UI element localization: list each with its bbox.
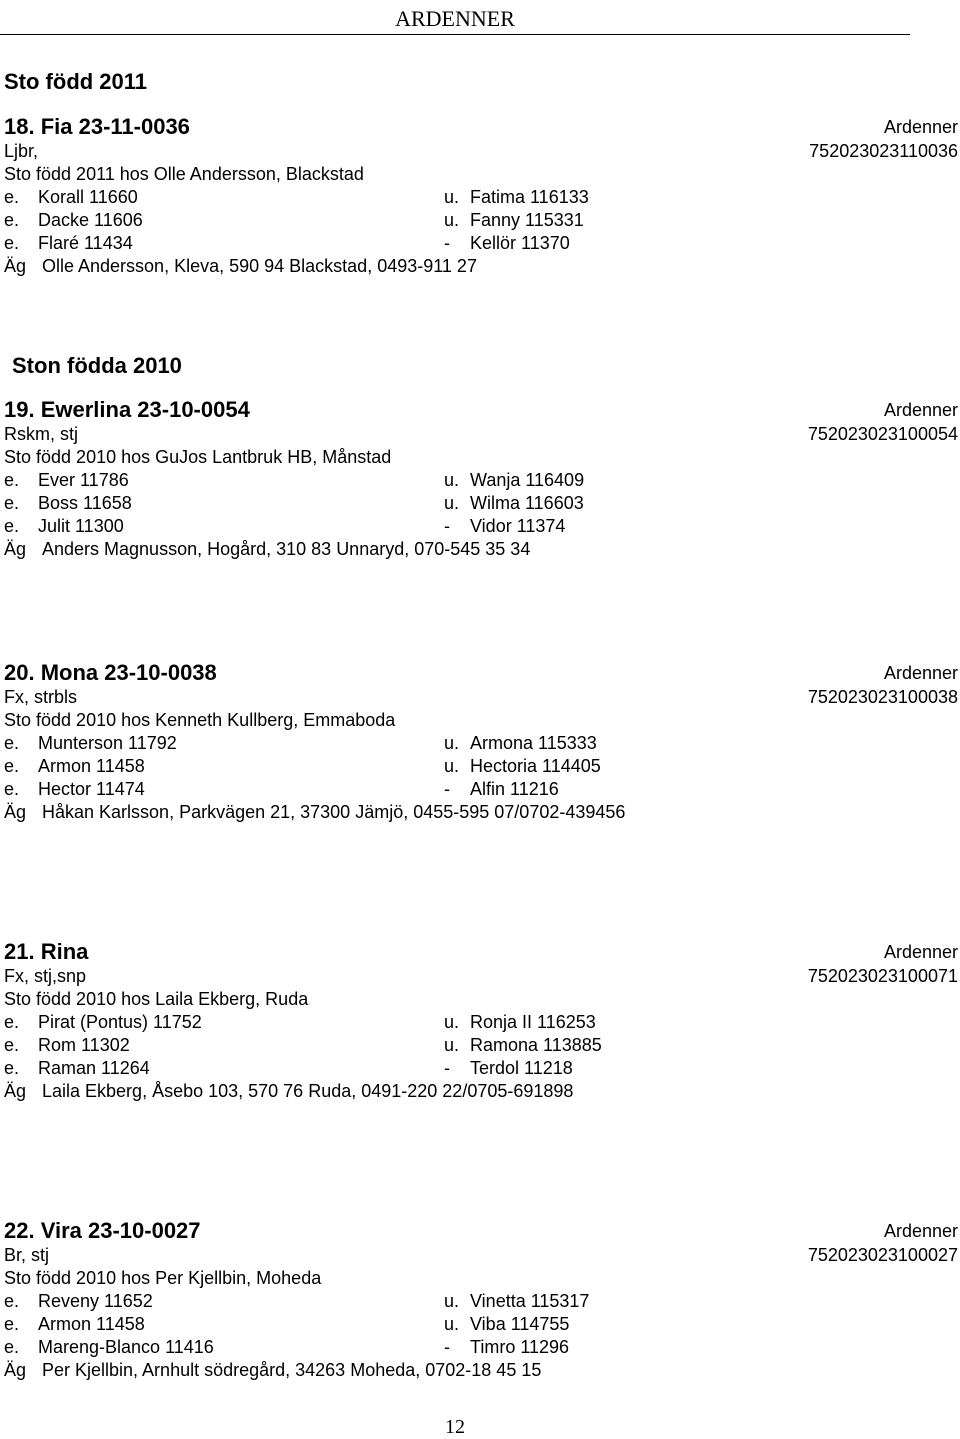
pedigree-row: e. Reveny 11652 u. Vinetta 115317 — [4, 1291, 590, 1311]
birth-info: Sto född 2010 hos Laila Ekberg, Ruda — [4, 989, 309, 1009]
registration-number: 752023023100027 — [807, 1245, 958, 1265]
birth-info: Sto född 2010 hos Kenneth Kullberg, Emmaboda — [4, 710, 396, 730]
horse-name: 20. Mona 23-10-0038 — [4, 660, 217, 685]
pedigree-row: e. Dacke 11606 u. Fanny 115331 — [4, 210, 584, 230]
horse-color: Ljbr, — [4, 141, 39, 161]
breed-label: Ardenner — [883, 663, 958, 683]
horse-color: Fx, stj,snp — [4, 966, 87, 986]
horse-color: Rskm, stj — [4, 424, 78, 444]
breed-label: Ardenner — [883, 400, 958, 420]
owner-row: Äg Anders Magnusson, Hogård, 310 83 Unnaryd, 070-545 35 34 — [4, 539, 531, 559]
pedigree-row: e. Munterson 11792 u. Armona 115333 — [4, 733, 597, 753]
registration-number: 752023023100054 — [807, 424, 958, 444]
section-heading-2011: Sto född 2011 — [4, 69, 148, 94]
pedigree-row: e. Boss 11658 u. Wilma 116603 — [4, 493, 584, 513]
horse-entry — [4, 1218, 958, 1382]
pedigree-row: e. Armon 11458 u. Viba 114755 — [4, 1314, 570, 1334]
registration-number: 752023023100038 — [807, 687, 958, 707]
registration-number: 752023023100071 — [807, 966, 958, 986]
horse-name: 19. Ewerlina 23-10-0054 — [4, 397, 250, 422]
owner-row: Äg Per Kjellbin, Arnhult södregård, 34263 Moheda, 0702-18 45 15 — [4, 1360, 542, 1380]
pedigree-row: e. Armon 11458 u. Hectoria 114405 — [4, 756, 601, 776]
pedigree-row: e. Korall 11660 u. Fatima 116133 — [4, 187, 589, 207]
registration-number: 752023023110036 — [809, 141, 958, 161]
horse-name: 22. Vira 23-10-0027 — [4, 1218, 201, 1243]
birth-info: Sto född 2011 hos Olle Andersson, Blackstad — [4, 164, 364, 184]
horse-entry — [4, 939, 958, 1103]
pedigree-row: e. Hector 11474 - Alfin 11216 — [4, 779, 559, 799]
owner-row: Äg Håkan Karlsson, Parkvägen 21, 37300 Jämjö, 0455-595 07/0702-439456 — [4, 802, 626, 822]
horse-color: Br, stj — [4, 1245, 50, 1265]
horse-entry — [4, 114, 958, 278]
page-header-title: ARDENNER — [395, 6, 515, 31]
horse-color: Fx, strbls — [4, 687, 78, 707]
header-rule — [0, 34, 910, 35]
breed-label: Ardenner — [883, 1221, 958, 1241]
pedigree-row: e. Mareng-Blanco 11416 - Timro 11296 — [4, 1337, 570, 1357]
horse-entry — [4, 397, 958, 561]
horse-entry — [4, 660, 958, 824]
pedigree-row: e. Ever 11786 u. Wanja 116409 — [4, 470, 585, 490]
page-number: 12 — [445, 1416, 465, 1438]
pedigree-row: e. Flaré 11434 - Kellör 11370 — [4, 233, 570, 253]
pedigree-row: e. Pirat (Pontus) 11752 u. Ronja II 116253 — [4, 1012, 596, 1032]
breed-label: Ardenner — [883, 117, 958, 137]
pedigree-row: e. Rom 11302 u. Ramona 113885 — [4, 1035, 602, 1055]
pedigree-row: e. Raman 11264 - Terdol 11218 — [4, 1058, 573, 1078]
section-heading-2010: Ston födda 2010 — [12, 353, 182, 378]
owner-row: Äg Laila Ekberg, Åsebo 103, 570 76 Ruda, 0491-220 22/0705-691898 — [4, 1081, 574, 1101]
horse-name: 18. Fia 23-11-0036 — [4, 114, 190, 139]
birth-info: Sto född 2010 hos GuJos Lantbruk HB, Månstad — [4, 447, 392, 467]
owner-row: Äg Olle Andersson, Kleva, 590 94 Blackstad, 0493-911 27 — [4, 256, 477, 276]
horse-name: 21. Rina — [4, 939, 89, 964]
birth-info: Sto född 2010 hos Per Kjellbin, Moheda — [4, 1268, 322, 1288]
pedigree-row: e. Julit 11300 - Vidor 11374 — [4, 516, 566, 536]
breed-label: Ardenner — [883, 942, 958, 962]
